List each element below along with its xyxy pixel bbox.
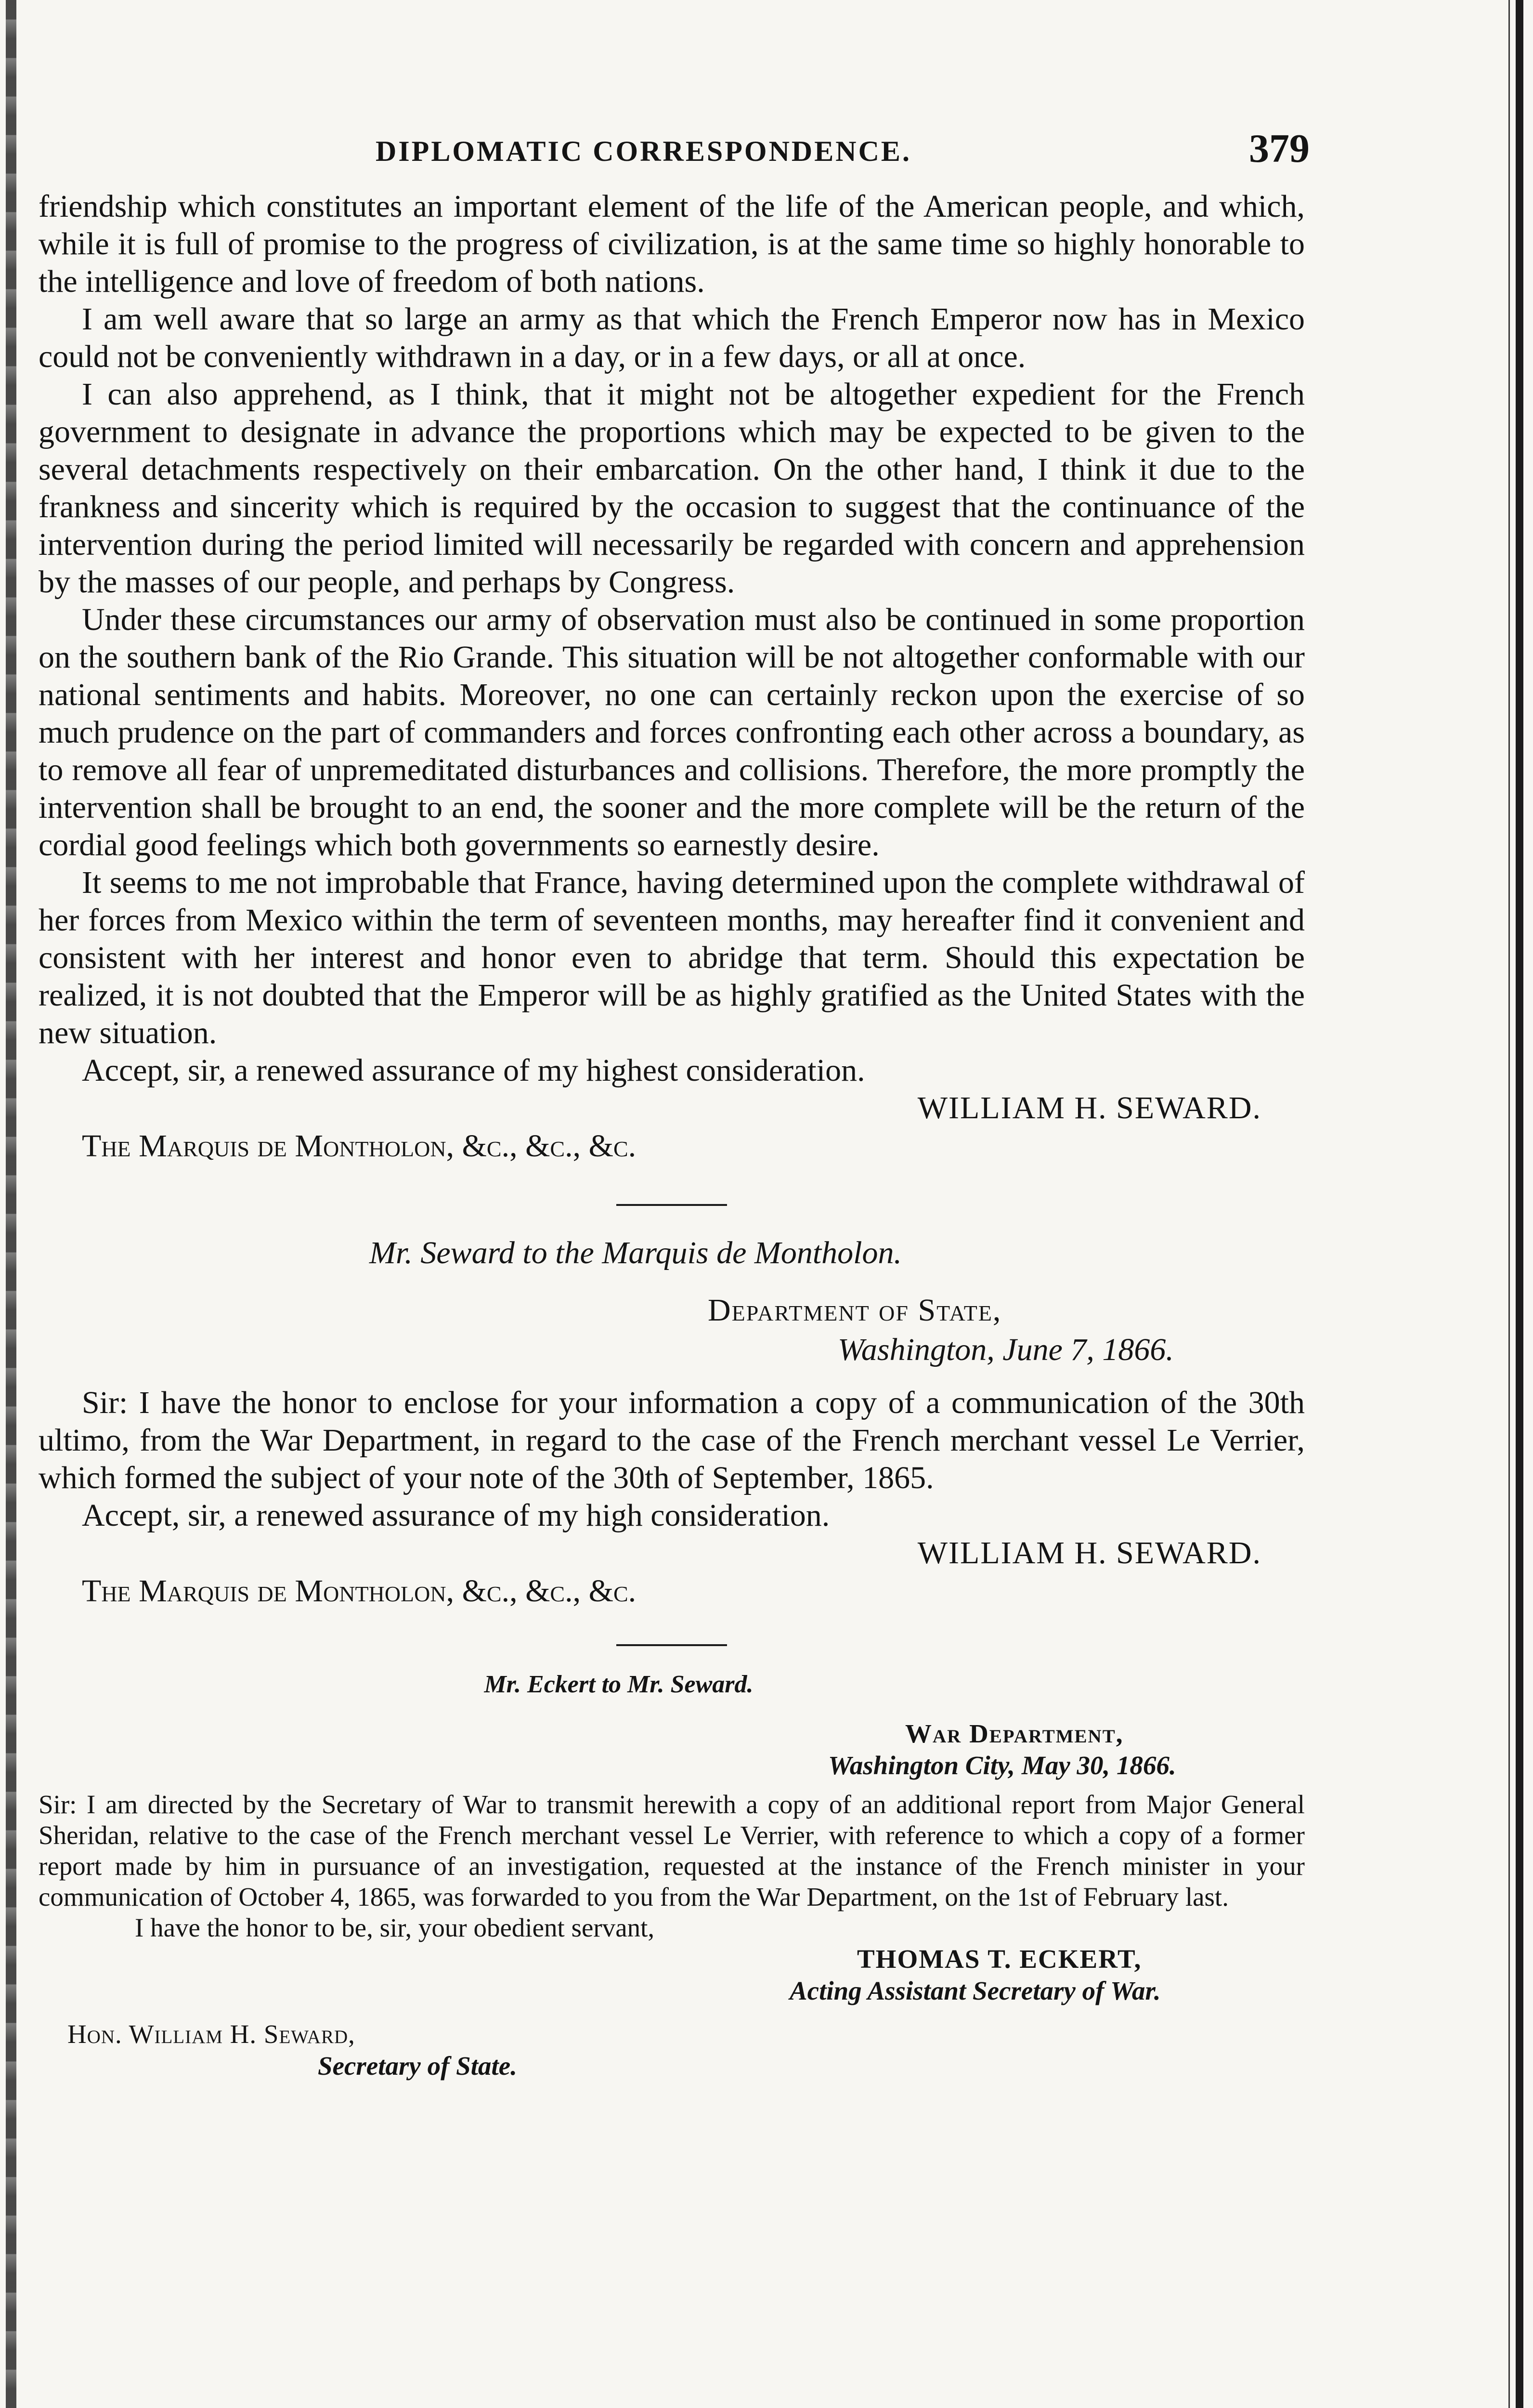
paragraph: Under these circumstances our army of observation must also be continued in some proportion on the southern bank of the Rio Grande. This situation will be not altogether conformable with our national sentiments and habits. Moreover, no one can certainly reckon upon the exercise of so much prudence on the part of commanders and forces confronting each other across a boundary, as to remove all fear of unpremeditated disturbances and collisions. Therefore, the more promptly the intervention shall be brought to an end, the sooner and the more complete will be the return of the cordial good feelings which both governments so earnestly desire. (39, 602, 1305, 863)
page-binding-edge (6, 0, 16, 2408)
paragraph: friendship which constitutes an important element of the life of the American people, and which, while it is full of promise to the progress of civilization, is at the same time so highly honorable to the intelligence and love of freedom of both nations. (39, 189, 1305, 299)
document-page (39, 120, 1310, 2082)
page-number: 379 (1249, 126, 1310, 171)
letter-3 (39, 1670, 1305, 2082)
signature-title: Acting Assistant Secretary of War. (790, 1976, 1161, 2005)
running-title: DIPLOMATIC CORRESPONDENCE. (376, 135, 911, 167)
paragraph: It seems to me not improbable that France, having determined upon the complete withdrawal of her forces from Mexico within the term of seventeen months, may hereafter find it convenient and consistent with her interest and honor even to abridge that term. Should this expectation be realized, it is not doubted that the Emperor will be as highly gratified as the United States with the new situation. (39, 865, 1305, 1050)
dateline-date: Washington City, May 30, 1866. (828, 1751, 1176, 1780)
letter-title: Mr. Eckert to Mr. Seward. (484, 1671, 754, 1698)
letter-3-body (39, 1789, 1305, 1943)
paragraph: Sir: I am directed by the Secretary of War to transmit herewith a copy of an additional report from Major General Sheridan, relative to the case of the French merchant vessel Le Verrier, with reference to which a copy of a former report made by him in pursuance of an investigation, requested at the instance of the French minister in your communication of October 4, 1865, was forwarded to you from the War Department, on the 1st of February last. (39, 1790, 1305, 1911)
letter-title: Mr. Seward to the Marquis de Montholon. (369, 1235, 902, 1270)
addressee: The Marquis de Montholon, &c., &c., &c. (82, 1573, 637, 1609)
addressee-name: Hon. William H. Seward, (67, 2019, 355, 2049)
dateline-office: Department of State, (708, 1293, 1002, 1328)
dateline-date: Washington, June 7, 1866. (838, 1332, 1174, 1367)
signature: WILLIAM H. SEWARD. (917, 1090, 1261, 1125)
addressee-title: Secretary of State. (318, 2051, 517, 2081)
paragraph: I can also apprehend, as I think, that it might not be altogether expedient for the French government to designate in advance the proportions which may be expected to be given to the several detachments respectively on their embarcation. On the other hand, I think it due to the frankness and sincerity which is required by the occasion to suggest that the continuance of the intervention during the period limited will necessarily be regarded with concern and apprehension by the masses of our people, and perhaps by Congress. (39, 377, 1305, 600)
letter-1-body (39, 188, 1305, 1089)
page-edge-right (1516, 0, 1523, 2408)
addressee: The Marquis de Montholon, &c., &c., &c. (82, 1128, 637, 1164)
section-divider (616, 1204, 727, 1206)
paragraph: I am well aware that so large an army as that which the French Emperor now has in Mexico could not be conveniently withdrawn in a day, or in a few days, or all at once. (39, 301, 1305, 374)
letter-2-body (39, 1384, 1305, 1534)
dateline-office: War Department, (905, 1719, 1124, 1748)
signature: WILLIAM H. SEWARD. (917, 1535, 1261, 1570)
paragraph: Sir: I have the honor to enclose for your information a copy of a communication of the 30th ultimo, from the War Department, in regard to the case of the French merchant vessel Le Verrier, which formed the subject of your note of the 30th of September, 1865. (39, 1385, 1305, 1495)
closing-line: I have the honor to be, sir, your obedient servant, (135, 1913, 655, 1942)
page-edge-line (1508, 0, 1510, 2408)
closing-line: Accept, sir, a renewed assurance of my high consideration. (82, 1498, 830, 1533)
running-header (39, 120, 1310, 178)
signature-name: THOMAS T. ECKERT, (857, 1944, 1142, 1974)
section-divider (616, 1644, 727, 1646)
closing-line: Accept, sir, a renewed assurance of my highest consideration. (82, 1053, 865, 1088)
